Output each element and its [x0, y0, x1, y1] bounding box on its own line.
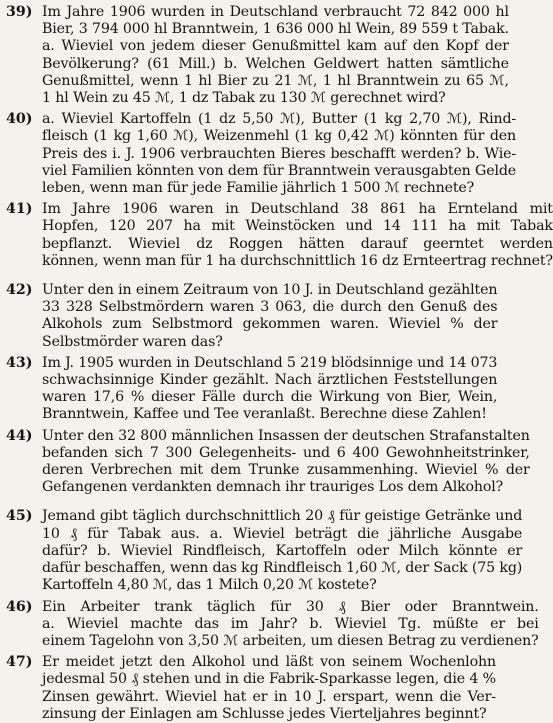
text-line: dafür beschaffen, wenn das kg Rindfleisch 1,60 ℳ, der Sack (75 kg) [42, 560, 523, 577]
problem-46 [6, 598, 539, 651]
text-line: deren Verbrechen mit dem Trunke zusammenhing. Wieviel % der [42, 462, 530, 479]
problem-text [42, 508, 522, 594]
text-line: zinsung der Einlagen am Schlusse jedes Vierteljahres beginnt? [42, 705, 487, 722]
problem-text [42, 654, 496, 723]
text-line: Bevölkerung? (61 Mill.) b. Welchen Geldwert hatten sämtliche [42, 55, 509, 72]
problem-text [42, 355, 497, 424]
text-line: Zinsen gewährt. Wieviel hat er in 10 J. erspart, wenn die Ver- [42, 688, 496, 705]
problem-number: 40) [6, 111, 33, 128]
text-line: fleisch (1 kg 1,60 ℳ), Weizenmehl (1 kg 0,42 ℳ) könnten für den [42, 128, 517, 145]
text-line: Kartoffeln 4,80 ℳ, das 1 Milch 0,20 ℳ kostete? [42, 577, 377, 594]
text-line: viel Familien könnten von dem für Branntwein verausgabten Gelde [42, 162, 517, 179]
problem-41 [6, 201, 553, 270]
problem-47 [6, 654, 496, 723]
text-line: 1 hl Wein zu 45 ℳ, 1 dz Tabak zu 130 ℳ gerechnet wird? [42, 90, 446, 107]
text-line: Er meidet jetzt den Alkohol und läßt von seinem Wochenlohn [42, 654, 496, 671]
text-line: a. Wieviel von jedem dieser Genußmittel kam auf den Kopf der [42, 38, 509, 55]
problem-42 [6, 282, 498, 351]
text-line: können, wenn man für 1 ha durchschnittlich 16 dz Ernteertrag rechnet? [42, 252, 553, 269]
text-line: Unter den in einem Zeitraum von 10 J. in Deutschland gezählten [42, 282, 498, 299]
text-line: leben, wenn man für jede Familie jährlich 1 500 ℳ rechnete? [42, 180, 475, 197]
text-line: befanden sich 7 300 Gelegenheits- und 6 400 Gewohnheitstrinker, [42, 444, 530, 461]
problem-number: 39) [6, 4, 33, 20]
text-line: Ein Arbeiter trank täglich für 30 ₰ Bier oder Branntwein. [42, 598, 539, 615]
text-line: 10 ₰ für Tabak aus. a. Wieviel beträgt die jährliche Ausgabe [42, 525, 523, 542]
text-line: bepflanzt. Wieviel dz Roggen hätten darauf geerntet werden [42, 235, 553, 252]
text-line: Selbstmörder waren das? [42, 333, 223, 350]
problem-number: 44) [6, 427, 33, 444]
text-line: Im Jahre 1906 waren in Deutschland 38 861 ha Ernteland mit [42, 201, 553, 218]
text-line: jedesmal 50 ₰ stehen und in die Fabrik-Sparkasse legen, die 4 % [42, 671, 496, 688]
problem-number: 47) [6, 654, 33, 671]
problem-number: 46) [6, 598, 33, 615]
problem-44 [6, 427, 530, 497]
problem-43 [6, 354, 498, 424]
text-line: Branntwein, Kaffee und Tee veranlaßt. Berechne diese Zahlen! [42, 406, 487, 423]
problem-number: 42) [6, 282, 33, 299]
problem-number: 43) [6, 354, 33, 371]
text-line: Gefangenen verdankten demnach ihr trauriges Los dem Alkohol? [42, 479, 504, 496]
problem-text [42, 201, 553, 270]
problem-text [42, 111, 516, 197]
text-line: Genußmittel, wenn 1 hl Bier zu 21 ℳ, 1 hl Branntwein zu 65 ℳ, [42, 72, 509, 89]
text-line: Preis des i. J. 1906 verbrauchten Bieres beschafft werden? b. Wie- [42, 145, 517, 162]
problem-text [42, 282, 497, 351]
text-line: einem Tagelohn von 3,50 ℳ arbeiten, um diesen Betrag zu verdienen? [42, 632, 539, 649]
text-line: dafür? b. Wieviel Rindfleisch, Kartoffeln oder Milch könnte er [42, 542, 523, 559]
text-line: schwachsinnige Kinder gezählt. Nach ärztlichen Feststellungen [42, 372, 498, 389]
problem-text [42, 4, 509, 107]
problem-number: 41) [6, 201, 33, 218]
problem-40 [6, 111, 517, 197]
text-line: a. Wieviel Kartoffeln (1 dz 5,50 ℳ), Butter (1 kg 2,70 ℳ), Rind- [42, 111, 517, 128]
problem-number: 45) [6, 508, 33, 525]
text-line: Hopfen, 120 207 ha mit Weinstöcken und 14 111 ha mit Tabak [42, 218, 553, 235]
text-line: waren 17,6 % dieser Fälle durch die Wirkung von Bier, Wein, [42, 389, 498, 406]
text-line: Unter den 32 800 männlichen Insassen der deutschen Strafanstalten [42, 427, 530, 444]
problem-39 [6, 4, 509, 107]
text-line: 33 328 Selbstmördern waren 3 063, die durch den Genuß des [42, 299, 498, 316]
text-line: Bier, 3 794 000 hl Branntwein, 1 636 000 hl Wein, 89 559 t Tabak. [42, 21, 509, 38]
text-line: Im Jahre 1906 wurden in Deutschland verbraucht 72 842 000 hl [42, 4, 509, 20]
text-line: Im J. 1905 wurden in Deutschland 5 219 blödsinnige und 14 073 [42, 354, 498, 371]
problem-45 [6, 508, 523, 594]
text-line: Alkohols zum Selbstmord gekommen waren. Wieviel % der [42, 316, 498, 333]
text-line: Jemand gibt täglich durchschnittlich 20 ₰ für geistige Getränke und [42, 508, 523, 525]
problem-text [42, 599, 539, 651]
problem-text [42, 428, 530, 497]
text-line: a. Wieviel machte das im Jahr? b. Wieviel Tg. müßte er bei [42, 615, 539, 632]
